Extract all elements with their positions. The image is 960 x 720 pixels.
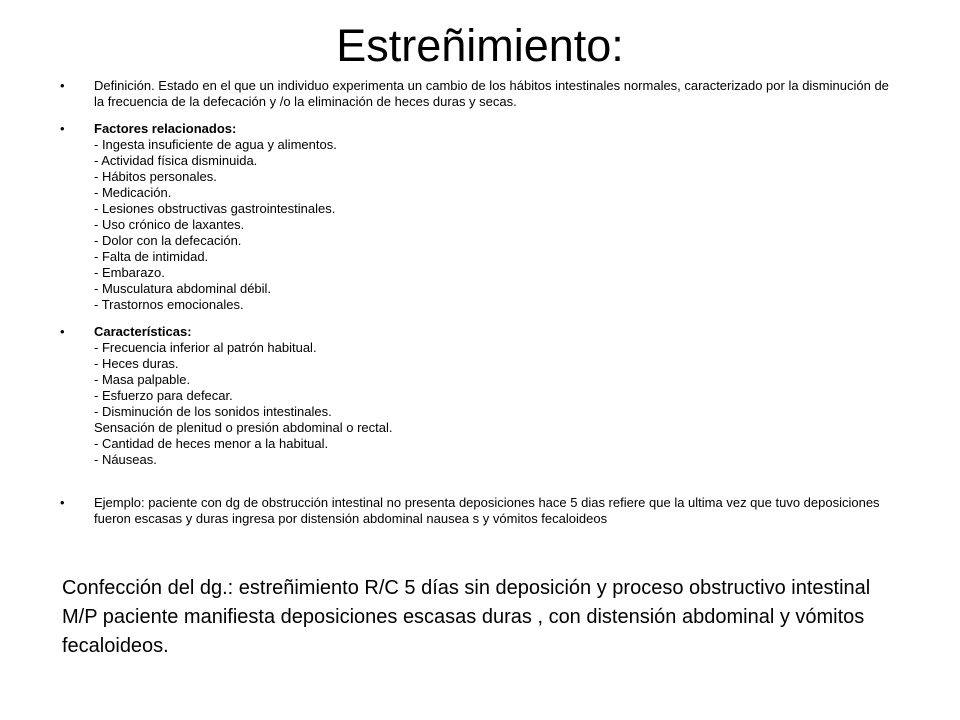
related-factor-item: - Uso crónico de laxantes.: [94, 217, 245, 232]
characteristic-item: - Esfuerzo para defecar.: [94, 388, 233, 403]
characteristic-item: - Disminución de los sonidos intestinales.: [94, 404, 332, 419]
related-factor-item: - Dolor con la defecación.: [94, 233, 242, 248]
bullet-definition: [60, 78, 890, 110]
related-factor-item: - Falta de intimidad.: [94, 249, 209, 264]
diagnosis-conclusion: Confección del dg.: estreñimiento R/C 5 días sin deposición y proceso obstructivo intestinal M/P paciente manifiesta deposiciones escasas duras , con distensión abdominal y vómitos fecaloideos.: [62, 577, 871, 657]
related-factors-label: Factores relacionados:: [94, 121, 237, 136]
related-factor-item: - Trastornos emocionales.: [94, 297, 244, 312]
related-factor-item: - Musculatura abdominal débil.: [94, 281, 272, 296]
related-factor-item: - Lesiones obstructivas gastrointestinales.: [94, 201, 336, 216]
characteristic-item: - Náuseas.: [94, 452, 157, 467]
characteristic-item: Sensación de plenitud o presión abdominal o rectal.: [94, 420, 393, 435]
related-factor-item: - Embarazo.: [94, 265, 165, 280]
characteristic-item: - Cantidad de heces menor a la habitual.: [94, 436, 329, 451]
bullet-dot-icon: •: [60, 78, 65, 93]
bullet-dot-icon: •: [60, 495, 65, 510]
related-factor-item: - Medicación.: [94, 185, 172, 200]
example-text: Ejemplo: paciente con dg de obstrucción intestinal no presenta deposiciones hace 5 dias refiere que la ultima vez que tuvo deposiciones fueron escasas y duras ingresa por distensión abdominal nausea s y vómitos fecaloideos: [94, 495, 880, 526]
related-factor-item: - Hábitos personales.: [94, 169, 217, 184]
bullet-characteristics: [60, 324, 890, 484]
related-factor-item: - Ingesta insuficiente de agua y alimentos.: [94, 137, 337, 152]
definition-text: Definición. Estado en el que un individuo experimenta un cambio de los hábitos intestinales normales, caracterizado por la disminución de la frecuencia de la defecación y /o la eliminación de heces duras y secas.: [94, 78, 889, 109]
bullet-dot-icon: •: [60, 121, 65, 136]
bullet-list: [60, 78, 890, 538]
slide-title: Estreñimiento:: [336, 20, 624, 71]
related-factor-item: - Actividad física disminuida.: [94, 153, 258, 168]
characteristic-item: - Heces duras.: [94, 356, 179, 371]
bullet-related-factors: [60, 121, 890, 313]
characteristic-item: - Frecuencia inferior al patrón habitual.: [94, 340, 317, 355]
bullet-dot-icon: •: [60, 324, 65, 339]
bullet-example: [60, 495, 890, 527]
characteristics-label: Características:: [94, 324, 192, 339]
blank-line: [94, 468, 890, 484]
characteristic-item: - Masa palpable.: [94, 372, 191, 387]
